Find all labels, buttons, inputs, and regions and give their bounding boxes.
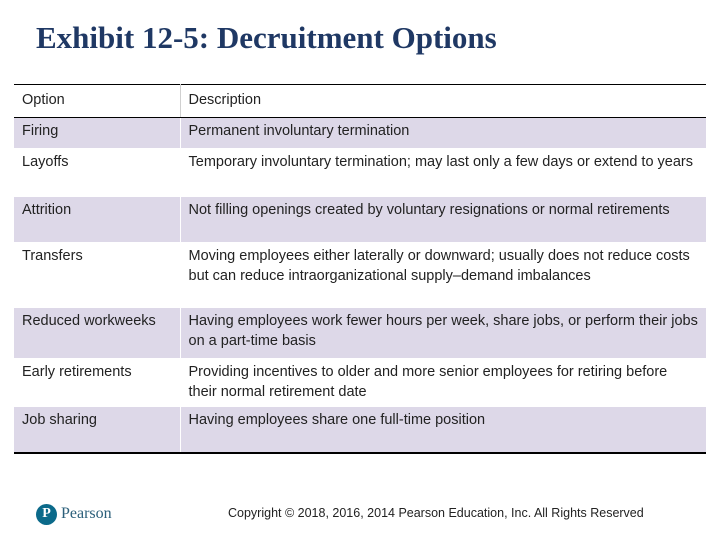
table-row [14, 308, 706, 359]
pearson-logo [36, 501, 112, 527]
table-row [14, 197, 706, 243]
table-row [14, 149, 706, 197]
description-cell: Not filling openings created by voluntary resignations or normal retirements [180, 197, 706, 243]
description-cell: Having employees work fewer hours per week, share jobs, or perform their jobs on a part-time basis [180, 308, 706, 359]
header-description: Description [180, 85, 706, 118]
copyright-text: Copyright © 2018, 2016, 2014 Pearson Education, Inc. All Rights Reserved [228, 506, 644, 520]
header-option: Option [14, 85, 180, 118]
decruitment-options-table [14, 84, 706, 454]
option-cell: Attrition [14, 197, 180, 243]
table-row [14, 407, 706, 453]
description-cell: Providing incentives to older and more senior employees for retiring before their normal retirement date [180, 359, 706, 407]
option-cell: Transfers [14, 243, 180, 308]
table-row [14, 118, 706, 149]
table-header-row [14, 85, 706, 118]
description-cell: Having employees share one full-time position [180, 407, 706, 453]
description-cell: Temporary involuntary termination; may last only a few days or extend to years [180, 149, 706, 197]
table-row [14, 243, 706, 308]
description-cell: Permanent involuntary termination [180, 118, 706, 149]
option-cell: Early retirements [14, 359, 180, 407]
table-row [14, 359, 706, 407]
option-cell: Layoffs [14, 149, 180, 197]
description-cell: Moving employees either laterally or downward; usually does not reduce costs but can reduce intraorganizational supply–demand imbalances [180, 243, 706, 308]
option-cell: Reduced workweeks [14, 308, 180, 359]
page-title: Exhibit 12-5: Decruitment Options [36, 20, 497, 55]
pearson-wordmark: Pearson [61, 505, 112, 522]
option-cell: Job sharing [14, 407, 180, 453]
option-cell: Firing [14, 118, 180, 149]
pearson-p-icon: P [36, 504, 57, 525]
